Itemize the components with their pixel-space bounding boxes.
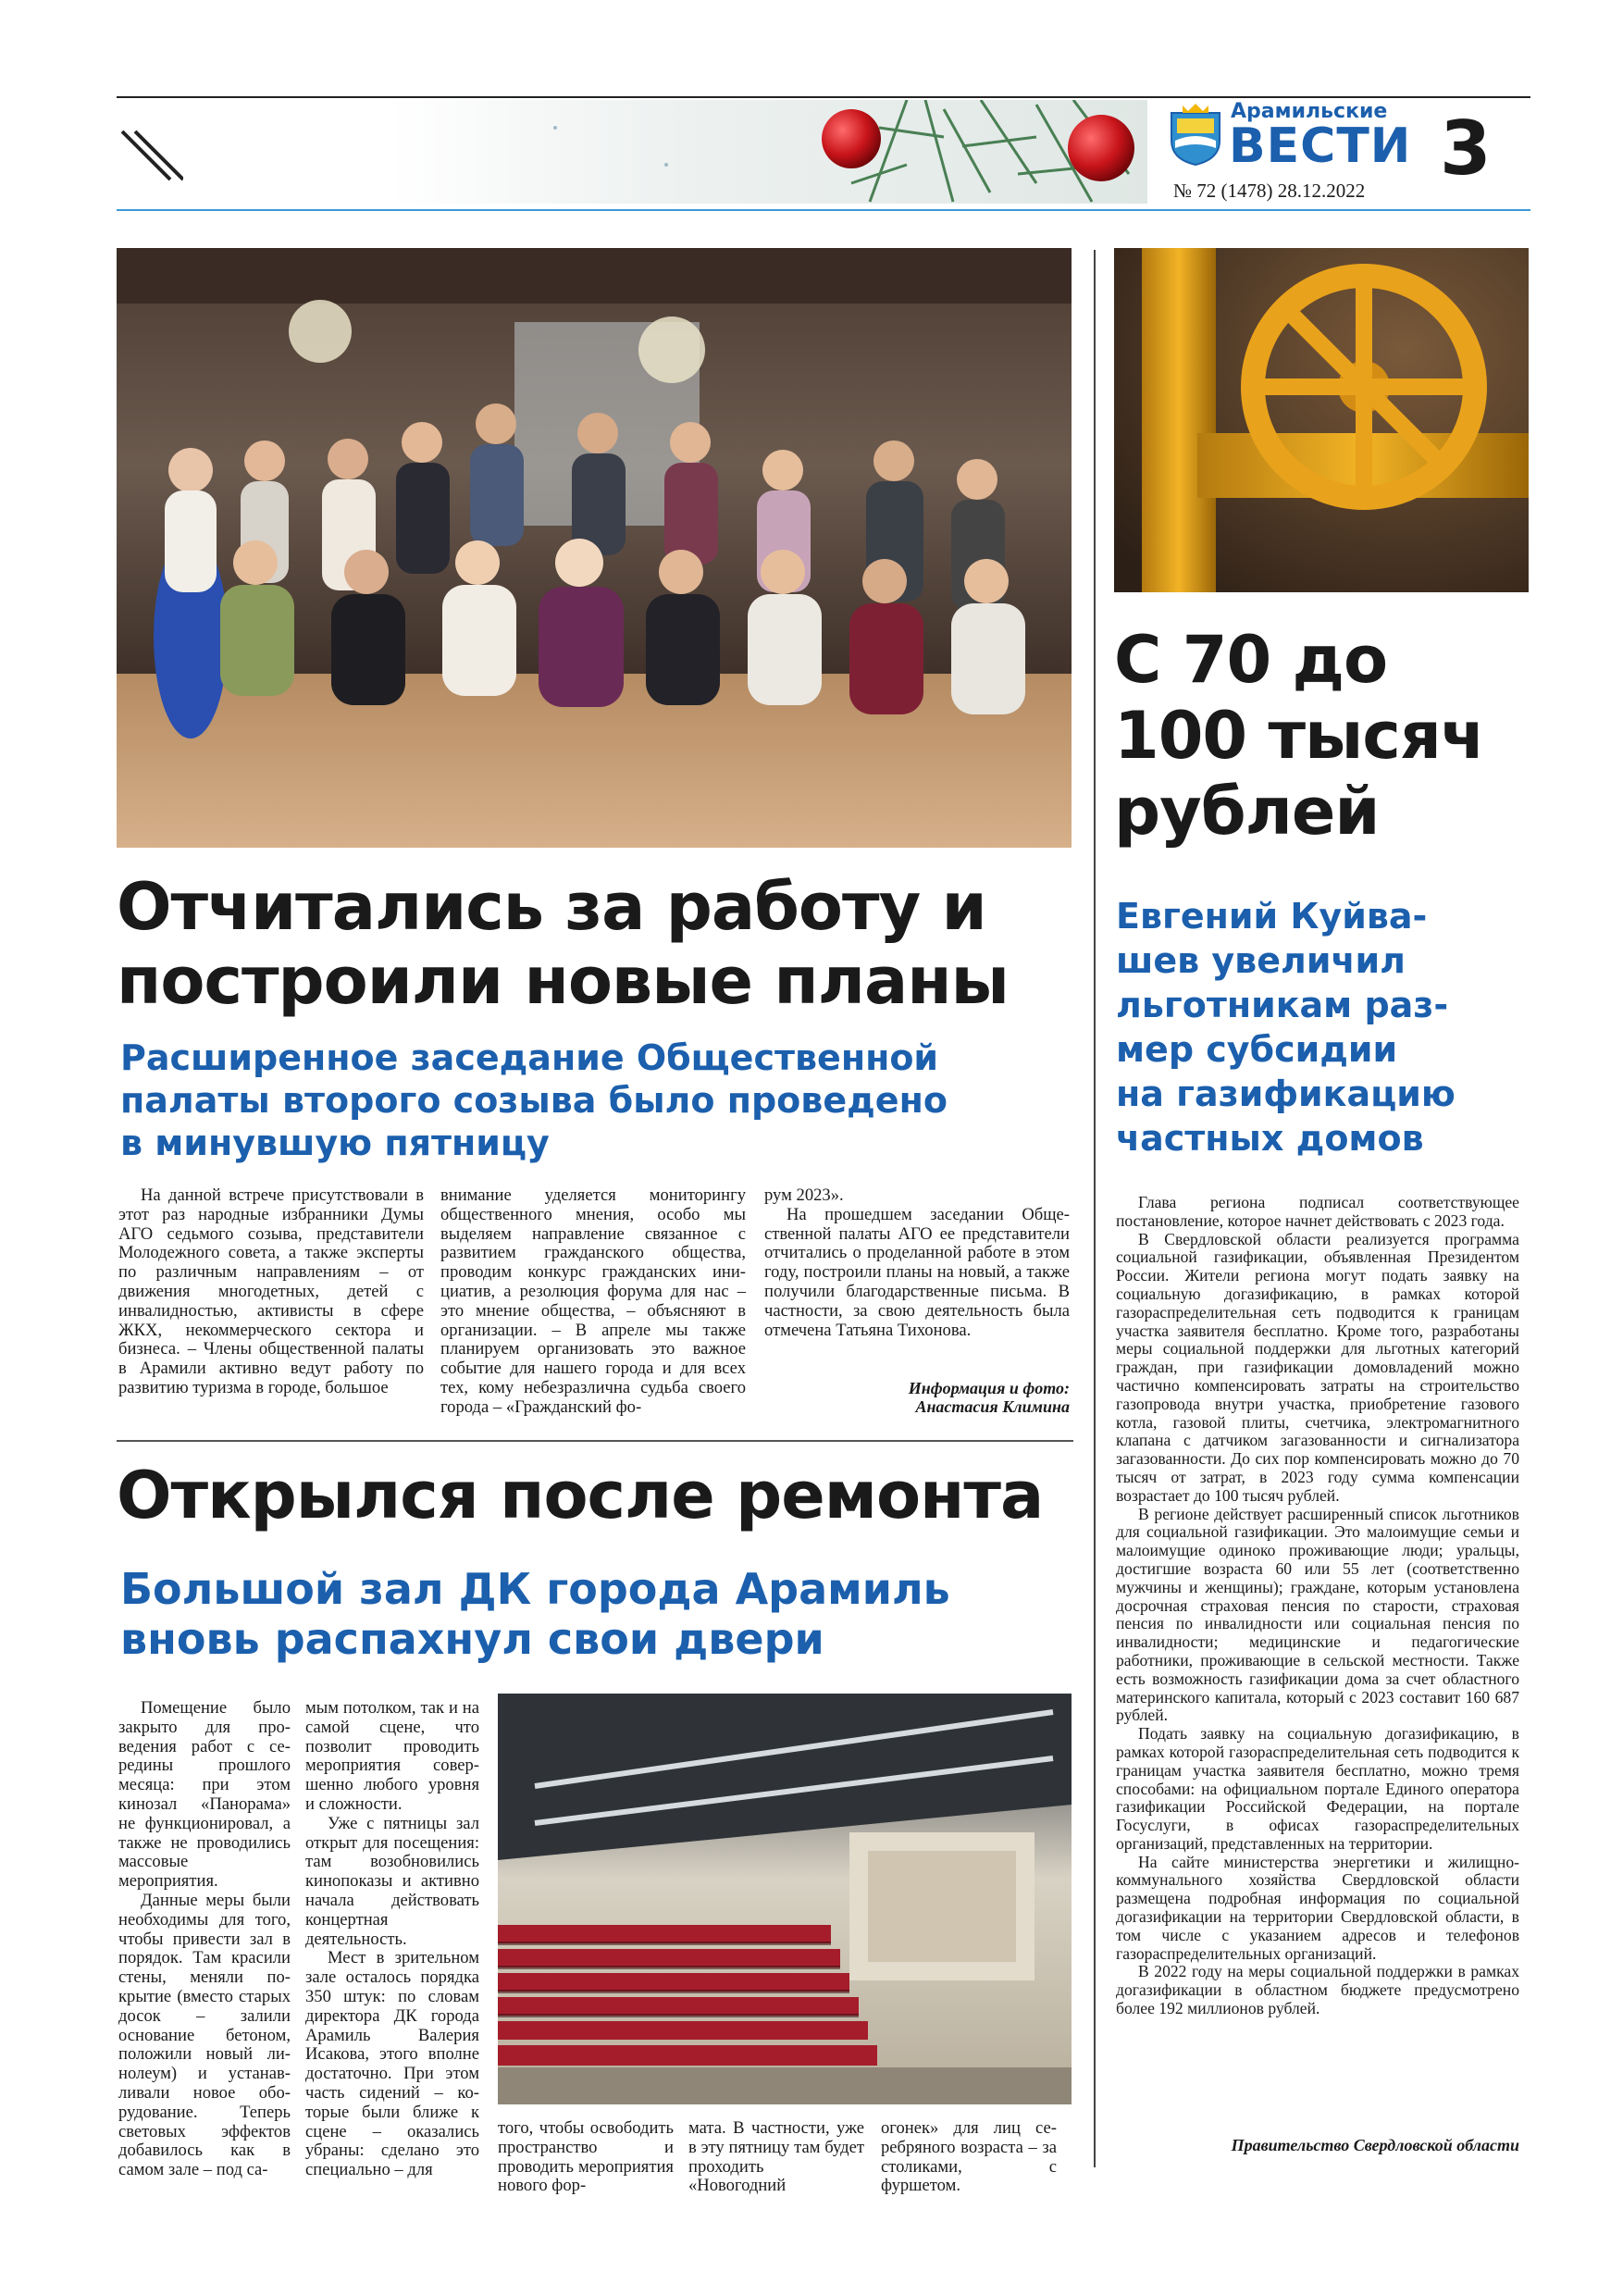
article2-col1-p1: Помещение было закрыто для проведения работ с середины прошлого месяца: при этом кинозал «Панорама» не функционировал, а также не проводились массовые мероприятия. — [118, 1698, 291, 1892]
article1-subtitle-line1: Расширенное заседание Общественной — [120, 1037, 939, 1078]
article3-title-line1: С 70 до — [1114, 622, 1388, 698]
article3-title-line3: рублей — [1114, 774, 1380, 850]
article2-column-2 — [305, 1699, 479, 2180]
article3-p6: В 2022 году на меры социальной поддержки в рамках догазификации в областном бюджете предусмотрено более 192 миллионов рублей. — [1116, 1962, 1519, 2018]
article2-col5-text: огонек» для лиц серебряного возраста – за столиками, с фуршетом. — [881, 2118, 1057, 2196]
article3-p4: Подать заявку на социальную догазификацию, в рамках которой газораспределительная сеть подводится к границам участка заявителя бесплатно, можно тремя способами: на официальном портале Единого оператора газификации Российской Федерации, на портале Госуслуги, в офисах газораспределительных организаций, представленных на территории. — [1116, 1724, 1519, 1853]
article2-column-5 — [881, 2119, 1057, 2196]
article2-title: Открылся после ремонта — [117, 1458, 1044, 1533]
article3-subtitle-line1: Евгений Куйва- — [1116, 896, 1428, 937]
article3-subtitle-line6: частных домов — [1116, 1118, 1424, 1159]
article3-p1: Глава региона подписал соответствующее постановление, которое начнет действовать с 2023 года. — [1116, 1193, 1519, 1230]
header-bottom-rule — [117, 209, 1530, 211]
article3-subtitle-line3: льготникам раз- — [1116, 985, 1449, 1025]
article3-signature: Правительство Свердловской области — [1231, 2136, 1519, 2154]
gas-valve-photo — [1114, 248, 1529, 592]
article1-column-2 — [440, 1186, 746, 1418]
article3-p5: На сайте министерства энергетики и жилищно-коммунального хозяйства Свердловской области размещена подробная информация по социальной догазификации на территории Свердловской области, в том числе с указанием адресов и телефонов газораспределительных организаций. — [1116, 1852, 1519, 1963]
section-slash-icon — [118, 128, 183, 183]
article1-col3-p2: На прошедшем заседании Общественной палаты АГО ее представители отчитались о проделанной работе в этом году, построили планы на новый, а также получили благодарственные письма. В частности, за свою деятельность была отмечена Татьяна Тихонова. — [764, 1204, 1070, 1340]
article2-column-1 — [118, 1699, 291, 2180]
christmas-decoration-banner — [389, 100, 1147, 204]
issue-info: № 72 (1478) 28.12.2022 — [1173, 180, 1366, 202]
page-number: 3 — [1440, 105, 1492, 192]
article3-p3: В регионе действует расширенный список льготников для социальной газификации. Это малоимущие семьи и малоимущие одиноко проживающие люди; уральцы, достигшие возраста 60 или 55 лет (соответственно мужчины и женщины); граждане, которым установлена досрочная страховая пенсия по старости, страховая пенсия по инвалидности или социальная пенсия по инвалидности; медицинские и педагогические работники, проживающие в сельской местности. Также есть возможность газификации дома за счет областного материнского капитала, который с 2023 составит 160 687 рублей. — [1116, 1504, 1519, 1725]
article-separator — [117, 1440, 1073, 1442]
article3-p2: В Свердловской области реализуется программа социальной газификации, объявленная Президентом России. Жители региона могут подать заявку на социальную догазификацию, в рамках которой газораспределительная сеть подводится к границам участка заявителя бесплатно. Кроме того, разработаны меры социальной поддержки для льготных категорий граждан, при газификации домовладений можно частично компенсировать затраты на строительство газопровода внутри участка, приобретение газового котла, газовой плиты, счетчика, электромагнитного клапана с датчиком загазованности и сигнализатора загазованности. До сих пор компенсировать можно до 70 тысяч от затрат, в 2023 году сумма компенсации возрастает до 100 тысяч рублей. — [1116, 1229, 1519, 1505]
ornament-icon — [822, 109, 881, 168]
article3-title-line2: 100 тысяч — [1114, 698, 1484, 774]
article1-title-line1: Отчитались за работу и — [117, 869, 986, 945]
signature-line1: Информация и фото: — [908, 1379, 1070, 1397]
article1-col2-text: внимание уделяется мониторингу общественного мнения, особо мы выделяем направление связанное с развитием гражданского общества, проводим конкурс гражданских инициатив, а резолюция форума для нас – это мнение общества, – объясняют в организации. – В апреле мы также планируем организовать это важное событие для нашего города и для всех тех, кому небезразлична судьба своего города – «Гражданский фо- — [440, 1185, 746, 1417]
article1-column-3 — [764, 1186, 1070, 1340]
column-divider — [1094, 250, 1096, 2167]
group-photo — [117, 248, 1072, 848]
masthead-big-title: ВЕСТИ — [1229, 118, 1412, 174]
article1-col3-p1: рум 2023». — [764, 1185, 844, 1205]
concert-hall-photo — [498, 1694, 1072, 2104]
article2-col2-p1: мым потолком, так и на самой сцене, что позволит проводить мероприятия совершенно любого уровня и сложности. — [305, 1698, 479, 1814]
article2-col2-p3: Мест в зрительном зале осталось порядка 350 штук: по словам директора ДК города Арамиль Валерия Исакова, этого вполне достаточно. При этом часть сидений – которые были ближе к сцене – оказались убраны: сделано это специально – для — [305, 1948, 479, 2180]
article1-subtitle-line3: в минувшую пятницу — [120, 1123, 550, 1163]
article2-col1-p2: Данные меры были необходимы для того, чтобы привести зал в порядок. Там красили стены, меняли покрытие (вместо старых досок – залили основание бетоном, положили новый линолеум) и устанавливали новое оборудование. Теперь световых эффектов добавилось как в самом зале – под са- — [118, 1890, 291, 2180]
article3-body — [1116, 1194, 1519, 2018]
article2-column-3 — [498, 2119, 674, 2196]
coat-of-arms-logo — [1168, 100, 1223, 167]
article3-subtitle-line2: шев увеличил — [1116, 940, 1406, 981]
article2-subtitle-line1: Большой зал ДК города Арамиль — [120, 1564, 950, 1614]
article2-col3-text: того, чтобы освободить пространство и проводить мероприятия нового фор- — [498, 2118, 674, 2196]
article1-title-line2: построили новые планы — [117, 943, 1009, 1019]
article2-subtitle-line2: вновь распахнул свои двери — [120, 1614, 824, 1664]
article3-subtitle-line4: мер субсидии — [1116, 1029, 1398, 1070]
article1-signature — [764, 1379, 1070, 1416]
signature-line2: Анастасия Климина — [915, 1397, 1070, 1416]
article2-col2-p2: Уже с пятницы зал открыт для посещения: там возобновились кинопоказы и активно начала действовать концертная деятельность. — [305, 1813, 479, 1949]
top-rule — [117, 96, 1530, 98]
article2-col4-text: мата. В частности, уже в эту пятницу там будет проходить «Новогодний — [688, 2118, 864, 2196]
article1-subtitle-line2: палаты второго созыва было проведено — [120, 1080, 948, 1121]
article3-subtitle-line5: на газификацию — [1116, 1074, 1456, 1114]
masthead-small-title: Арамильские — [1231, 100, 1388, 123]
article1-col1-text: На данной встрече присутствовали в этот раз народные избранники Думы АГО седьмого созыва, представители Молодежного совета, а также эксперты по различным направлениям – от движения многодетных, детей с инвалидностью, активисты в сфере ЖКХ, некоммерческого сектора и бизнеса. – Члены общественной палаты в Арамили активно ведут работу по развитию туризма в городе, большое — [118, 1185, 424, 1397]
article1-column-1 — [118, 1186, 424, 1398]
article2-column-4 — [688, 2119, 864, 2196]
